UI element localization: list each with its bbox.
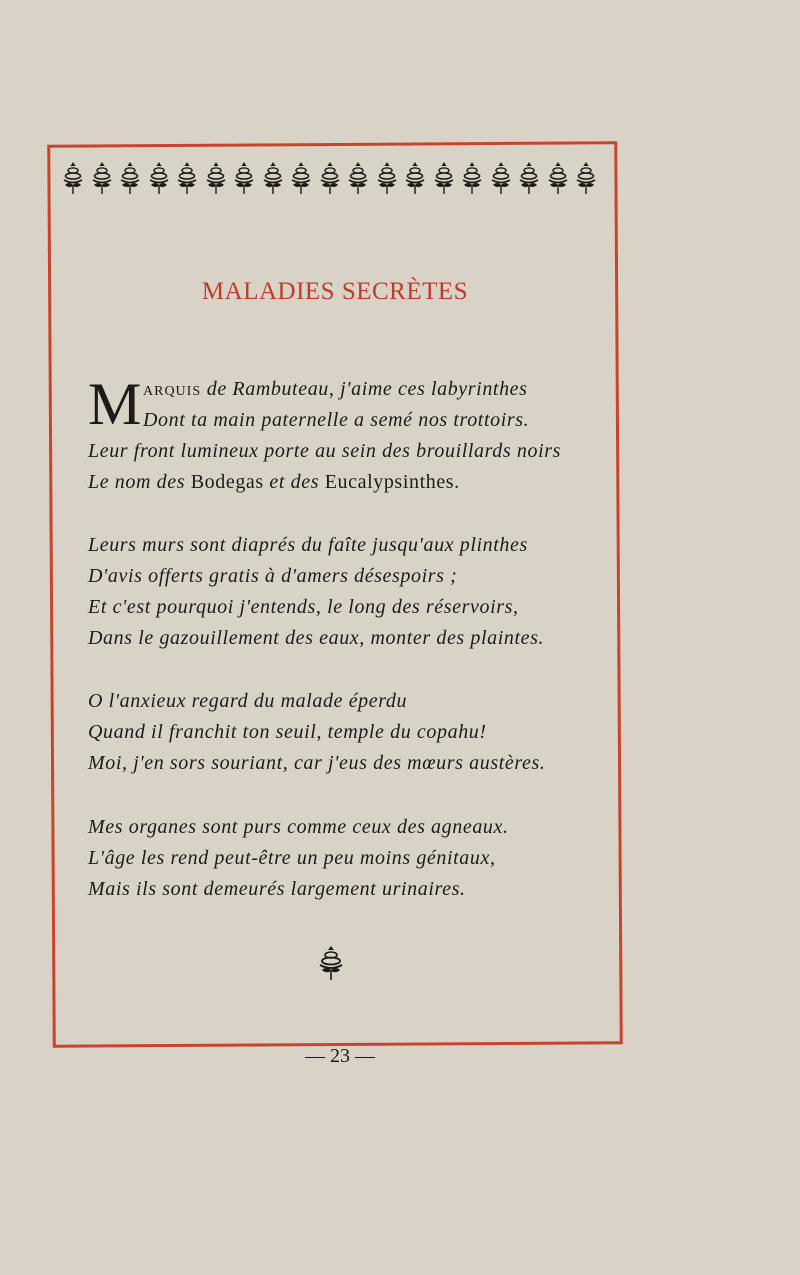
poem-line: Dans le gazouillement des eaux, monter des plaintes. <box>88 627 545 649</box>
line-text: et des <box>263 471 325 493</box>
poem-line: Leurs murs sont diaprés du faîte jusqu'aux plinthes <box>88 534 528 556</box>
line-text: Le nom des <box>88 471 191 493</box>
floral-fleuron-icon <box>290 161 312 195</box>
floral-fleuron-icon <box>262 161 284 195</box>
floral-fleuron-icon <box>376 161 398 195</box>
page-number: — 23 — <box>305 1045 375 1067</box>
floral-fleuron-icon <box>518 161 540 195</box>
floral-fleuron-icon <box>575 161 597 195</box>
poem-line: Mes organes sont purs comme ceux des agneaux. <box>88 816 509 838</box>
poem-line: Dont ta main paternelle a semé nos trottoirs. <box>143 409 530 431</box>
floral-fleuron-icon <box>319 161 341 195</box>
stanza-2 <box>88 530 608 654</box>
poem-line: L'âge les rend peut-être un peu moins génitaux, <box>88 847 496 869</box>
drop-cap: M <box>88 371 142 437</box>
poem-line: Moi, j'en sors souriant, car j'eus des mœurs austères. <box>88 752 546 774</box>
stanza-3 <box>88 686 608 779</box>
floral-fleuron-icon <box>233 161 255 195</box>
line-text: de Rambuteau, j'aime ces labyrinthes <box>201 378 528 400</box>
poem-line <box>88 467 608 498</box>
floral-fleuron-icon <box>176 161 198 195</box>
floral-fleuron-icon <box>490 161 512 195</box>
floral-fleuron-icon <box>91 161 113 195</box>
floral-fleuron-icon <box>119 161 141 195</box>
floral-fleuron-icon <box>148 161 170 195</box>
floral-fleuron-icon <box>433 161 455 195</box>
poem-line <box>143 374 613 405</box>
poem-line: D'avis offerts gratis à d'amers désespoirs ; <box>88 565 458 587</box>
line-text-roman: Bodegas <box>190 471 264 493</box>
header-ornament-band <box>62 158 597 198</box>
poem-line: Leur front lumineux porte au sein des brouillards noirs <box>88 440 561 462</box>
poem-line: Mais ils sont demeurés largement urinaires. <box>88 878 466 900</box>
floral-fleuron-icon <box>347 161 369 195</box>
poem-title: MALADIES SECRÈTES <box>201 278 469 305</box>
line-text-roman: Eucalypsinthes. <box>324 471 460 493</box>
poem-line: O l'anxieux regard du malade éperdu <box>88 690 408 712</box>
poem-line: Et c'est pourquoi j'entends, le long des réservoirs, <box>88 596 519 618</box>
stanza-1-opening <box>143 374 613 436</box>
floral-fleuron-icon <box>316 945 346 981</box>
stanza-1-rest <box>88 436 608 498</box>
stanza-4 <box>88 812 608 905</box>
poem-line: Quand il franchit ton seuil, temple du copahu! <box>88 721 487 743</box>
floral-fleuron-icon <box>404 161 426 195</box>
floral-fleuron-icon <box>547 161 569 195</box>
floral-fleuron-icon <box>62 161 84 195</box>
small-caps-word: arquis <box>143 378 202 400</box>
floral-fleuron-icon <box>461 161 483 195</box>
floral-fleuron-icon <box>205 161 227 195</box>
